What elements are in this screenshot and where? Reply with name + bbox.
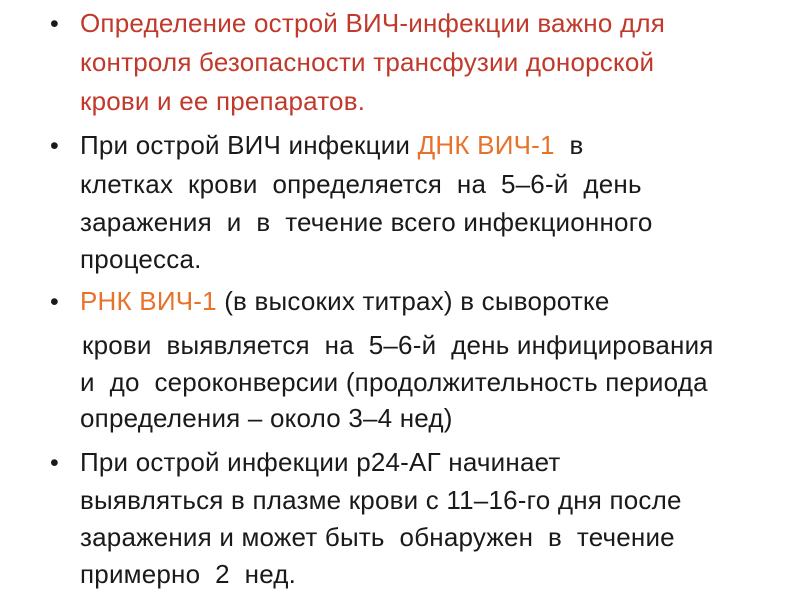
bullet-marker-3: • — [50, 288, 59, 316]
bullet-2-line-3: заражения и в течение всего инфекционного — [80, 207, 653, 237]
bullet-marker-1: • — [50, 10, 59, 38]
bullet-marker-4: • — [50, 449, 59, 477]
bullet-3-text-post: (в высоких титрах) в сыворотке — [216, 286, 610, 316]
bullet-4-line-1: При острой инфекции р24-АГ начинает — [80, 447, 561, 477]
bullet-1-line-3: крови и ее препаратов. — [80, 86, 366, 116]
bullet-2-line-4: процесса. — [80, 244, 202, 274]
bullet-3-line-2: крови выявляется на 5–6-й день инфицирования — [82, 330, 714, 360]
bullet-2-text-post: в — [554, 130, 584, 160]
bullet-3-line-3: и до сероконверсии (продолжительность периода — [80, 367, 708, 397]
bullet-4-line-4: примерно 2 нед. — [80, 559, 297, 589]
bullet-2-text-pre: При острой ВИЧ инфекции — [80, 130, 418, 160]
bullet-4-line-2: выявляться в плазме крови с 11–16-го дня после — [80, 485, 682, 515]
bullet-3-line-4: определения – около 3–4 нед) — [80, 403, 453, 433]
dna-hiv-highlight: ДНК ВИЧ-1 — [417, 130, 555, 160]
bullet-3-line-1 — [80, 288, 610, 314]
rna-hiv-highlight: РНК ВИЧ-1 — [80, 286, 217, 316]
bullet-1-line-2: контроля безопасности трансфузии донорской — [80, 47, 655, 77]
bullet-2-line-2: клетках крови определяется на 5–6-й день — [80, 169, 642, 199]
bullet-1-line-1: Определение острой ВИЧ-инфекции важно для — [80, 8, 665, 38]
bullet-4-line-3: заражения и может быть обнаружен в течение — [80, 522, 675, 552]
bullet-2-line-1 — [80, 132, 584, 158]
bullet-marker-2: • — [50, 132, 59, 160]
